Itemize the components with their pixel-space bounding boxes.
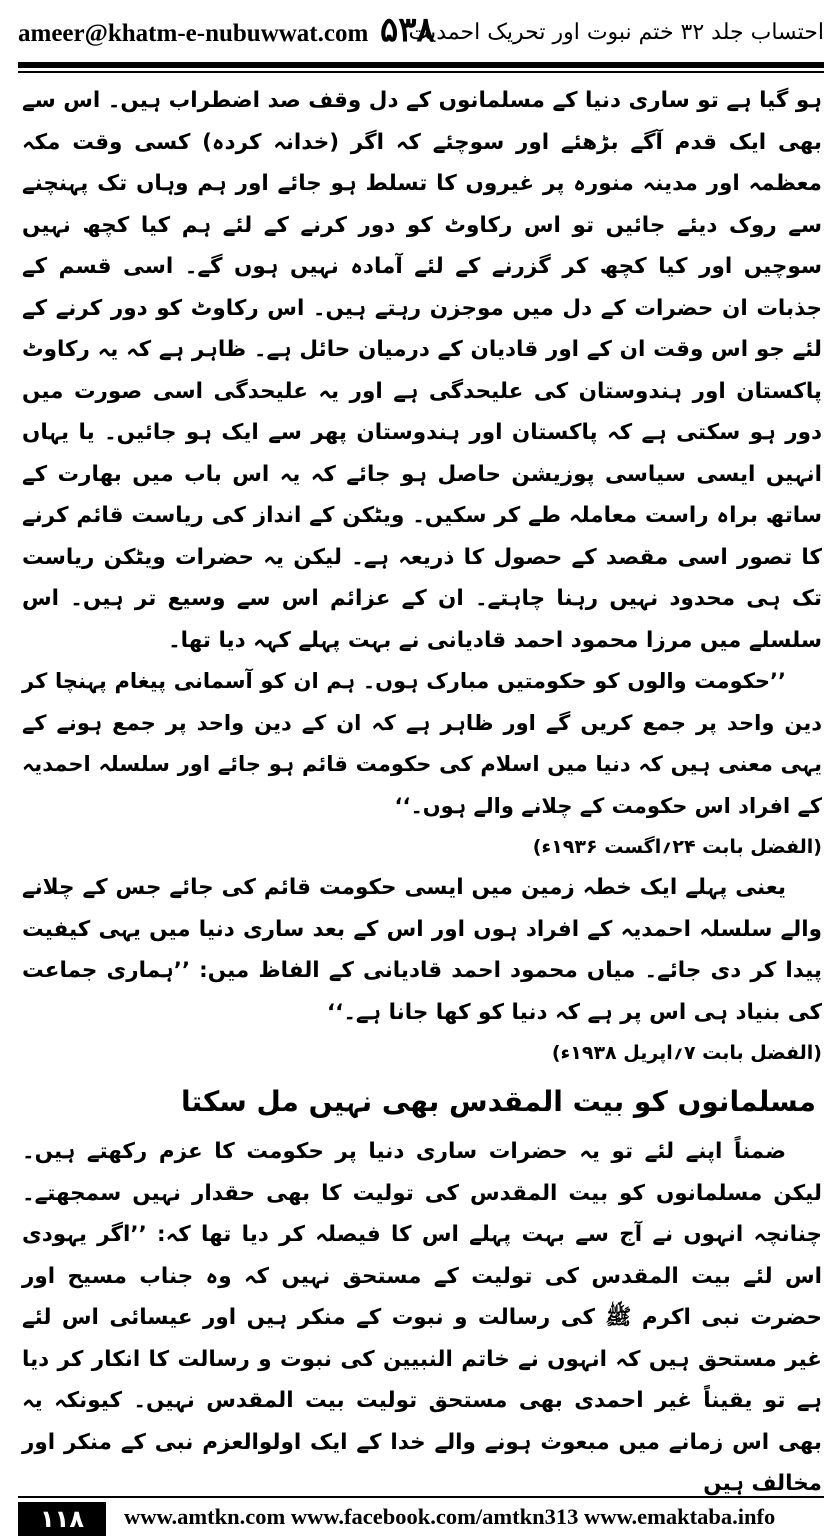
page-body bbox=[22, 80, 822, 1505]
body-paragraph: ضمناً اپنے لئے تو یہ حضرات ساری دنیا پر حکومت کا عزم رکھتے ہیں۔ لیکن مسلمانوں کو بیت المقدس کی تولیت کا بھی حقدار نہیں سمجھتے۔ چنانچہ انہوں نے آج سے بہت پہلے اس کا فیصلہ کر دیا تھا کہ: ’’اگر یہودی اس لئے بیت المقدس کی تولیت کے مستحق نہیں کہ وہ جناب مسیح اور حضرت نبی اکرم ﷺ کی رسالت و نبوت کے منکر ہیں اور عیسائی اس لئے غیر مستحق ہیں کہ انہوں نے خاتم النبیین کی نبوت و رسالت کا انکار کر دیا ہے تو یقیناً غیر احمدی بھی مستحق تولیت بیت المقدس نہیں۔ کیونکہ یہ بھی اس زمانے میں مبعوث ہونے والے خدا کے ایک اولوالعزم نبی کے منکر اور مخالف ہیں bbox=[22, 1139, 822, 1496]
body-paragraph: یعنی پہلے ایک خطہ زمین میں ایسی حکومت قائم کی جائے جس کے چلانے والے سلسلہ احمدیہ کے افراد ہوں اور اس کے بعد ساری دنیا میں یہی کیفیت پیدا کر دی جائے۔ میاں محمود احمد قادیانی کے الفاظ میں: ’’ہماری جماعت کی بنیاد ہی اس پر ہے کہ دنیا کو کھا جانا ہے۔‘‘ bbox=[22, 875, 822, 1025]
section-heading: مسلمانوں کو بیت المقدس بھی نہیں مل سکتا bbox=[181, 1085, 816, 1118]
footer-website-links[interactable]: www.amtkn.com www.facebook.com/amtkn313 www.emaktaba.info bbox=[124, 1504, 776, 1529]
footer-page-number: ۱۱۸ bbox=[18, 1502, 106, 1536]
body-paragraph: ہو گیا ہے تو ساری دنیا کے مسلمانوں کے دل وقف صد اضطراب ہیں۔ اس سے بھی ایک قدم آگے بڑھئے اور سوچئے کہ اگر (خدانہ کردہ) کسی وقت مکہ معظمہ اور مدینہ منورہ پر غیروں کا تسلط ہو جائے اور ہم وہاں تک پہنچنے سے روک دیئے جائیں تو اس رکاوٹ کو دور کرنے کے لئے ہم کیا کچھ نہیں سوچیں اور کیا کچھ کر گزرنے کے لئے آمادہ نہیں ہوں گے۔ اسی قسم کے جذبات ان حضرات کے دل میں موجزن رہتے ہیں۔ اس رکاوٹ کو دور کرنے کے لئے جو اس وقت ان کے اور قادیان کے درمیان حائل ہے۔ ظاہر ہے کہ یہ رکاوٹ پاکستان اور ہندوستان کی علیحدگی ہے اور یہ علیحدگی اسی صورت میں دور ہو سکتی ہے کہ پاکستان اور ہندوستان پھر سے ایک ہو جائیں۔ یا یہاں انہیں ایسی سیاسی پوزیشن حاصل ہو جائے کہ یہ اس باب میں بھارت کے ساتھ براہ راست معاملہ طے کر سکیں۔ ویٹکن کے انداز کی ریاست قائم کرنے کا تصور اسی مقصد کے حصول کا ذریعہ ہے۔ لیکن یہ حضرات ویٹکن ریاست تک ہی محدود نہیں رہنا چاہتے۔ ان کے عزائم اس سے وسیع تر ہیں۔ اس سلسلے میں مرزا محمود احمد قادیانی نے بہت پہلے کہہ دیا تھا۔ bbox=[22, 88, 822, 653]
page-header bbox=[18, 8, 824, 64]
header-book-title: احتساب جلد ۳۲ ختم نبوت اور تحریک احمدیت bbox=[408, 20, 824, 45]
block-quote: ’’حکومت والوں کو حکومتیں مبارک ہوں۔ ہم ان کو آسمانی پیغام پہنچا کر دین واحد پر جمع کریں گے اور ظاہر ہے کہ ان کے دین واحد پر جمع ہونے کے یہی معنی ہیں کہ دنیا میں اسلام کی حکومت قائم ہو جائے اور سلسلہ احمدیہ کے افراد اس حکومت کے چلانے والے ہوں۔‘‘ bbox=[22, 669, 822, 818]
citation: (الفضل بابت ۲۴؍اگست ۱۹۳۶ء) bbox=[532, 836, 822, 858]
header-divider-thick bbox=[18, 62, 824, 68]
header-email-link[interactable]: ameer@khatm-e-nubuwwat.com bbox=[18, 20, 369, 47]
header-divider-thin bbox=[18, 71, 824, 73]
citation: (الفضل بابت ۷؍اپریل ۱۹۳۸ء) bbox=[551, 1042, 822, 1064]
header-page-number: ۵۳۸ bbox=[380, 10, 435, 50]
page-footer bbox=[18, 1496, 824, 1536]
